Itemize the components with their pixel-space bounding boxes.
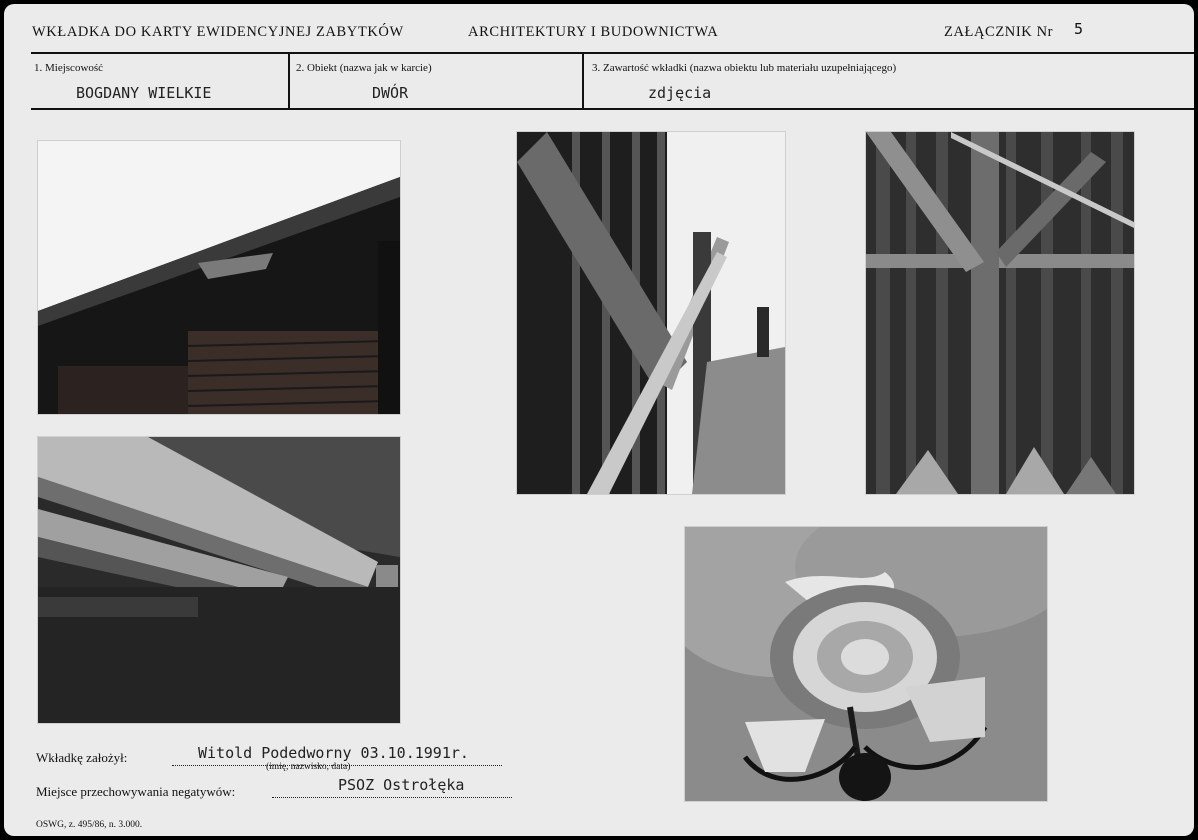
card-title: WKŁADKA DO KARTY EWIDENCYJNEJ ZABYTKÓW: [32, 24, 404, 40]
header-rule: [31, 52, 1194, 54]
photo-ceiling-beams: [37, 436, 401, 724]
field-contents-label: 3. Zawartość wkładki (nazwa obiektu lub materiału uzupełniającego): [592, 62, 897, 74]
field-location-label: 1. Miejscowość: [34, 62, 104, 74]
field-divider-1: [288, 54, 290, 109]
author-label: Wkładkę założył:: [36, 750, 128, 765]
author-hint: (imię, nazwisko, data): [266, 762, 351, 772]
author-value: Witold Podedworny 03.10.1991r.: [198, 744, 469, 762]
card-subtitle: ARCHITEKTURY I BUDOWNICTWA: [468, 24, 719, 40]
photo-ceiling-rosette-lamp: [684, 526, 1048, 802]
photo-eaves-brick-wall: [37, 140, 401, 415]
form-code: OSWG, z. 495/86, n. 3.000.: [36, 820, 143, 830]
photo-timber-wall: [865, 131, 1135, 495]
photo-staircase: [516, 131, 786, 495]
inventory-card: [4, 4, 1194, 836]
field-location-value: BOGDANY WIELKIE: [76, 84, 212, 102]
annex-label: ZAŁĄCZNIK Nr: [944, 24, 1054, 40]
storage-dotted-line: [272, 796, 512, 798]
field-divider-2: [582, 54, 584, 109]
field-object-label: 2. Obiekt (nazwa jak w karcie): [296, 62, 432, 74]
field-object-value: DWÓR: [372, 84, 409, 102]
storage-label: Miejsce przechowywania negatywów:: [36, 784, 236, 799]
annex-number: 5: [1074, 20, 1084, 38]
fields-rule: [31, 108, 1194, 110]
storage-value: PSOZ Ostrołęka: [338, 776, 465, 794]
field-contents-value: zdjęcia: [648, 84, 712, 102]
